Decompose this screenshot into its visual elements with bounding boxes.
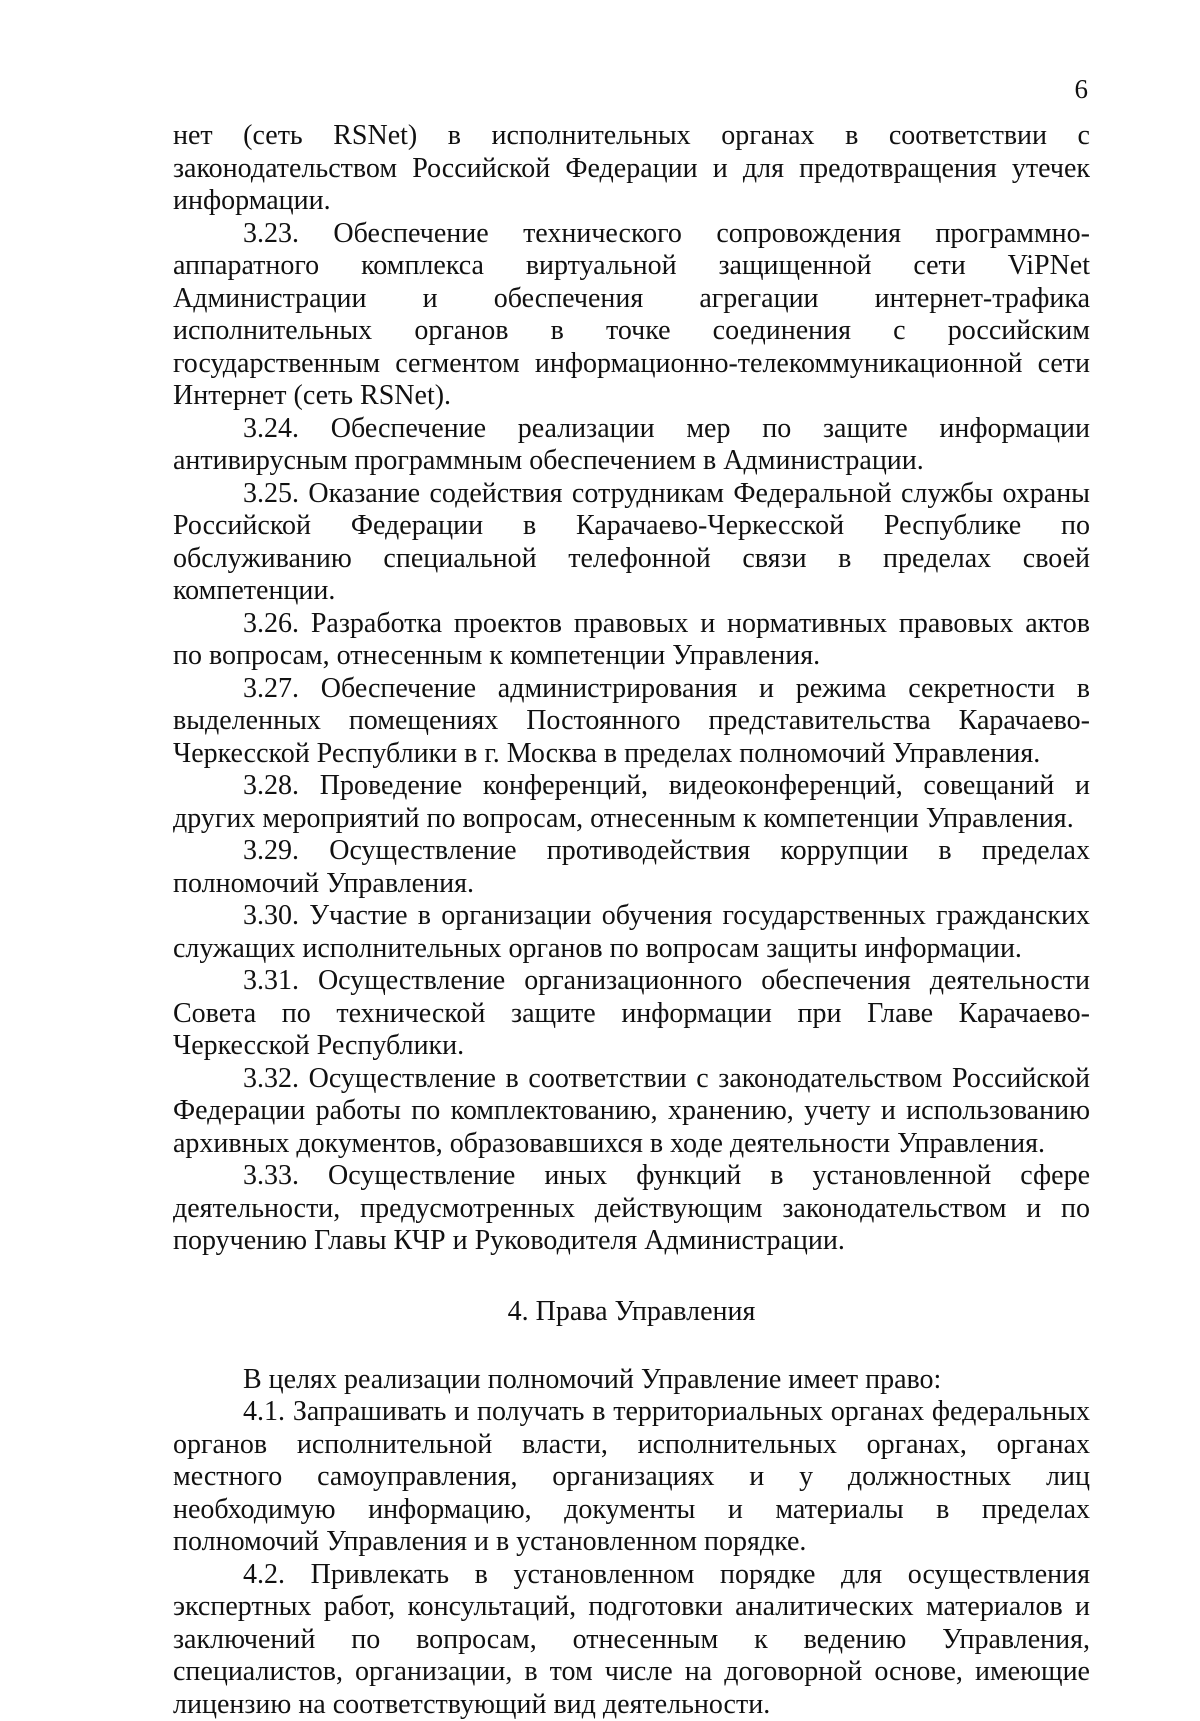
paragraph-4-2: 4.2. Привлекать в установленном порядке для осуществления экспертных работ, консультаций, подготовки аналитических материалов и заключений по вопросам, отнесенным к ведению Управления, специалистов, организации, в том числе на договорной основе, имеющие лицензию на соответствующий вид деятельности.	[173, 1559, 1090, 1721]
paragraph-3-25: 3.25. Оказание содействия сотрудникам Федеральной службы охраны Российской Федерации в Карачаево-Черкесской Республике по обслуживанию специальной телефонной связи в пределах своей компетенции.	[173, 478, 1090, 608]
paragraph-3-30: 3.30. Участие в организации обучения государственных гражданских служащих исполнительных органов по вопросам защиты информации.	[173, 900, 1090, 965]
paragraph-3-31: 3.31. Осуществление организационного обеспечения деятельности Совета по технической защите информации при Главе Карачаево-Черкесской Республики.	[173, 965, 1090, 1063]
paragraph-3-33: 3.33. Осуществление иных функций в установленной сфере деятельности, предусмотренных действующим законодательством и по поручению Главы КЧР и Руководителя Администрации.	[173, 1160, 1090, 1258]
paragraph-3-24: 3.24. Обеспечение реализации мер по защите информации антивирусным программным обеспечением в Администрации.	[173, 413, 1090, 478]
section-4-intro: В целях реализации полномочий Управление имеет право:	[173, 1364, 1090, 1397]
paragraph-3-32: 3.32. Осуществление в соответствии с законодательством Российской Федерации работы по комплектованию, хранению, учету и использованию архивных документов, образовавшихся в ходе деятельности Управления.	[173, 1063, 1090, 1161]
lead-paragraph: нет (сеть RSNet) в исполнительных органах в соответствии с законодательством Российской Федерации и для предотвращения утечек информации.	[173, 120, 1090, 218]
paragraph-3-26: 3.26. Разработка проектов правовых и нормативных правовых актов по вопросам, отнесенным к компетенции Управления.	[173, 608, 1090, 673]
page-number: 6	[1075, 76, 1089, 103]
paragraph-3-28: 3.28. Проведение конференций, видеоконференций, совещаний и других мероприятий по вопросам, отнесенным к компетенции Управления.	[173, 770, 1090, 835]
section-4-title: 4. Права Управления	[173, 1296, 1090, 1328]
paragraph-3-23: 3.23. Обеспечение технического сопровождения программно-аппаратного комплекса виртуальной защищенной сети ViPNet Администрации и обеспечения агрегации интернет-трафика исполнительных органов в точке соединения с российским государственным сегментом информационно-телекоммуникационной сети Интернет (сеть RSNet).	[173, 218, 1090, 413]
paragraph-3-27: 3.27. Обеспечение администрирования и режима секретности в выделенных помещениях Постоянного представительства Карачаево-Черкесской Республики в г. Москва в пределах полномочий Управления.	[173, 673, 1090, 771]
paragraph-3-29: 3.29. Осуществление противодействия коррупции в пределах полномочий Управления.	[173, 835, 1090, 900]
paragraph-4-1: 4.1. Запрашивать и получать в территориальных органах федеральных органов исполнительной власти, исполнительных органах, органах местного самоуправления, организациях и у должностных лиц необходимую информацию, документы и материалы в пределах полномочий Управления и в установленном порядке.	[173, 1396, 1090, 1559]
document-body	[173, 120, 1090, 1721]
